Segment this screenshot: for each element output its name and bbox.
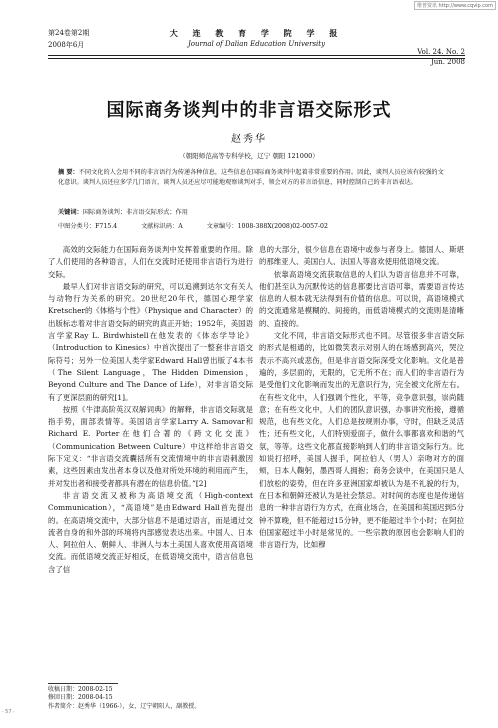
keywords-text: 国际商务谈判；非言语交际形式；作用 <box>82 209 188 216</box>
body-paragraph: 息的大部分，很少信息在语境中或参与者身上。德国人、斯堪的那维亚人、美国白人、法国人等喜欢使用低语境交流。 <box>259 245 464 267</box>
header-rule <box>48 55 465 56</box>
body-paragraph: 文化不同，非言语交际形式也不同。尽管很多非言语交际的形式是相通的，比如微笑表示对别人的在场感到高兴，哭泣表示不高兴或悲伤，但是非言语交际深受文化影响。文化是普遍的，多层面的，无限的，它无所不在；而人们的非言语行为是受他们文化影响而发出的无意识行为，完全被文化所左右。在有些文化中，人们强调个性化，平等，竞争意识强，崇尚随意；在有些文化中，人们的团队意识强，办事讲究衔接，遵循规范，也有些文化，人们总是按规则办事，守时，但缺乏灵活性；还有些文化，人们特别爱面子，做什么事都喜欢和谐的气氛，等等。这些文化都直接影响到人们的非言语交际行为。比如说打招呼，美国人握手，阿拉伯人（男人）亲吻对方的面颊，日本人鞠躬，墨西哥人拥抱；商务会谈中，在美国只是人们放松的姿势，但在许多亚洲国家却被认为是不礼貌的行为，在日本和朝鲜还被认为是社会禁忌。对时间的态度也是传递信息的一种非言语行为方式，在商业场合，在美国和英国迟到5分钟不算晚，但不能超过15分钟，更不能超过半个小时；在阿拉伯国家超过半小时是常见的。一些宗教的原因也会影响人们的非言语行为，比如穆 <box>259 331 464 550</box>
keywords-label: 关键词： <box>58 209 83 216</box>
journal-name-en: Journal of Dalian Education University <box>187 40 326 48</box>
footnote-rule <box>48 683 118 684</box>
body-column-left <box>48 244 253 662</box>
author-affiliation: （朝阳师范高等专科学校，辽宁 朝阳 121000） <box>179 152 319 160</box>
document-code: 文献标识码：A <box>141 223 183 230</box>
abstract-text: 不同文化的人会用不同的非言语行为传递各种信息，这些信息在国际商务谈判中起着非常重要的作用。因此，谈判人员应该有较强的文化意识。谈判人员还应多学几门语言，谈判人员还应尽可能地观察谈判对手，领会对方的非言语信息，同时控制自己的非言语表达。 <box>58 169 444 186</box>
source-stamp: 维普资讯 http://www.cqvip.com <box>414 1 496 10</box>
header-right <box>417 48 465 66</box>
volume-label: Vol. 24. No. 2 <box>417 48 465 56</box>
received-date: 收稿日期：2008-02-15 <box>48 686 113 693</box>
body-paragraph: 依靠高语境交流获取信息的人们认为语言信息并不可靠，他们甚至认为沉默传达的信息都要比言语可靠，需要语言传达信息的人根本就无法得到有价值的信息。可以说，高语境模式的交流通常是模糊的、间接的，而低语境模式的交流则是清晰的、直接的。 <box>259 269 464 328</box>
date-label: 2008年6月 <box>48 41 85 49</box>
month-label: Jun. 2008 <box>430 58 465 66</box>
article-author: 赵秀华 <box>231 134 267 145</box>
header-rule-thin <box>48 58 465 59</box>
issue-label: 第24卷第2期 <box>48 29 90 37</box>
abstract-label: 摘 要： <box>58 169 79 176</box>
article-number: 文章编号：1008-388X(2008)02-0057-02 <box>206 223 328 230</box>
classification-line <box>58 221 448 230</box>
body-paragraph: 按照《牛津高阶英汉双解词典》的解释，非言语交际就是指手势，面部表情等。美国语言学家Larry A. Samovar和Richard E. Porter在他们合著的《跨文化交流》（Communication Between Culture）中这样给非言语交际下定义：“非言语交流囊括所有交流情境中的非言语刺激因素，这些因素由发出者本身以及他对所处环境的利用而产生，并对发出者和接受者都具有潜在的信息价值。”[2] <box>48 404 253 488</box>
body-paragraph: 非言语交流又被称为高语境交流（High-context Communication），“高语境”是由Edward Hall首先提出的。在高语境交流中，大部分信息不是通过语言，而是通过交流者自身的和外部的环境将内部感觉表达出来。中国人、日本人、阿拉伯人、朝鲜人、非洲人与本土美国人喜欢使用高语境交流。而低语境交流正好相反，在低语境交流中，语言信息包含了信 <box>48 490 253 574</box>
journal-name-cn: 大 连 教 育 学 院 学 报 <box>169 28 344 38</box>
header-center <box>48 28 465 48</box>
revised-date: 修回日期：2008-04-15 <box>48 694 113 702</box>
body-column-right <box>259 244 464 728</box>
header-left <box>48 28 89 50</box>
keywords <box>58 207 448 216</box>
page-number: · 57 · <box>2 709 15 715</box>
footnotes <box>48 686 348 711</box>
body-paragraph: 高效的交际能力在国际商务谈判中发挥着重要的作用。除了人们使用的各种语言，人们在交流时还使用非言语行为进行交际。 <box>48 245 253 279</box>
clc-number: 中图分类号：F715.4 <box>58 223 118 230</box>
author-bio: 作者简介：赵秀华（1966-），女，辽宁朝阳人，副教授。 <box>48 702 201 710</box>
body-paragraph: 最早人们对非言语交际的研究，可以追溯到达尔文有关人与动物行为关系的研究。20世纪20年代，德国心理学家Kretscher的《体格与个性》（Physique and Character）的出版标志着对非言语交际的研究的真正开始；1952年，美国语言学家Ray L. Birdwhistell在他发表的《体态学导论》（Introduction to Kinesics）中首次提出了一整套非言语交际符号；另外一位美国人类学家Edward Hall曾出版了4本书（The Silent Language，The Hidden Dimension，Beyond Culture and The Dance of Life），对非言语交际有了更深层面的研究[1]。 <box>48 281 253 402</box>
abstract <box>58 168 448 187</box>
article-title: 国际商务谈判中的非言语交际形式 <box>106 100 392 121</box>
journal-header <box>48 28 465 66</box>
